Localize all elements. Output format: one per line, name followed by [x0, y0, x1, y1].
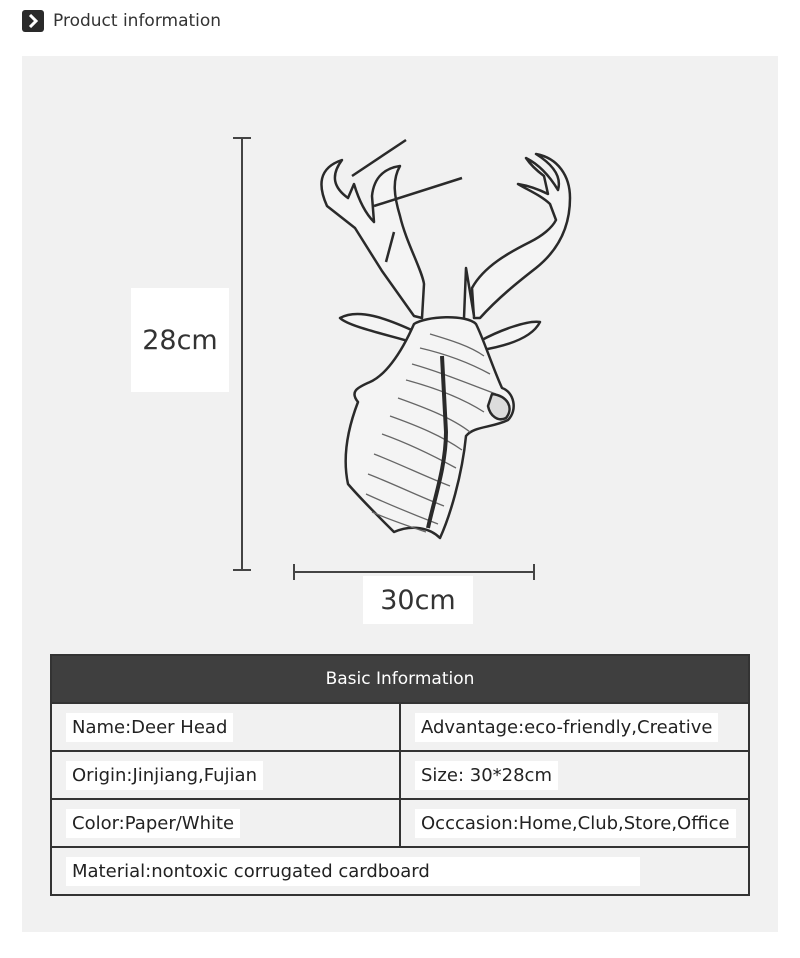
- deer-head-icon: [321, 140, 570, 538]
- table-row: [52, 750, 748, 798]
- occasion-value: Occcasion:Home,Club,Store,Office: [415, 809, 736, 838]
- table-cell: [52, 848, 748, 894]
- table-cell: [52, 800, 399, 846]
- section-title: Product information: [53, 11, 222, 31]
- section-header: [22, 8, 221, 34]
- table-row: [52, 702, 748, 750]
- basic-information-table: [50, 654, 750, 896]
- table-row: [52, 798, 748, 846]
- name-value: Name:Deer Head: [66, 713, 233, 742]
- width-label: 30cm: [363, 576, 473, 624]
- height-label: 28cm: [131, 288, 229, 392]
- table-cell: [52, 752, 399, 798]
- chevron-right-icon: [22, 10, 44, 32]
- table-cell: [399, 752, 748, 798]
- height-dimension-line: [233, 138, 251, 570]
- table-row: [52, 846, 748, 894]
- table-cell: [399, 800, 748, 846]
- size-value: Size: 30*28cm: [415, 761, 558, 790]
- material-value: Material:nontoxic corrugated cardboard: [66, 857, 640, 886]
- table-cell: [52, 704, 399, 750]
- advantage-value: Advantage:eco-friendly,Creative: [415, 713, 718, 742]
- product-panel: [22, 56, 778, 932]
- color-value: Color:Paper/White: [66, 809, 240, 838]
- table-title: Basic Information: [52, 656, 748, 702]
- table-cell: [399, 704, 748, 750]
- origin-value: Origin:Jinjiang,Fujian: [66, 761, 263, 790]
